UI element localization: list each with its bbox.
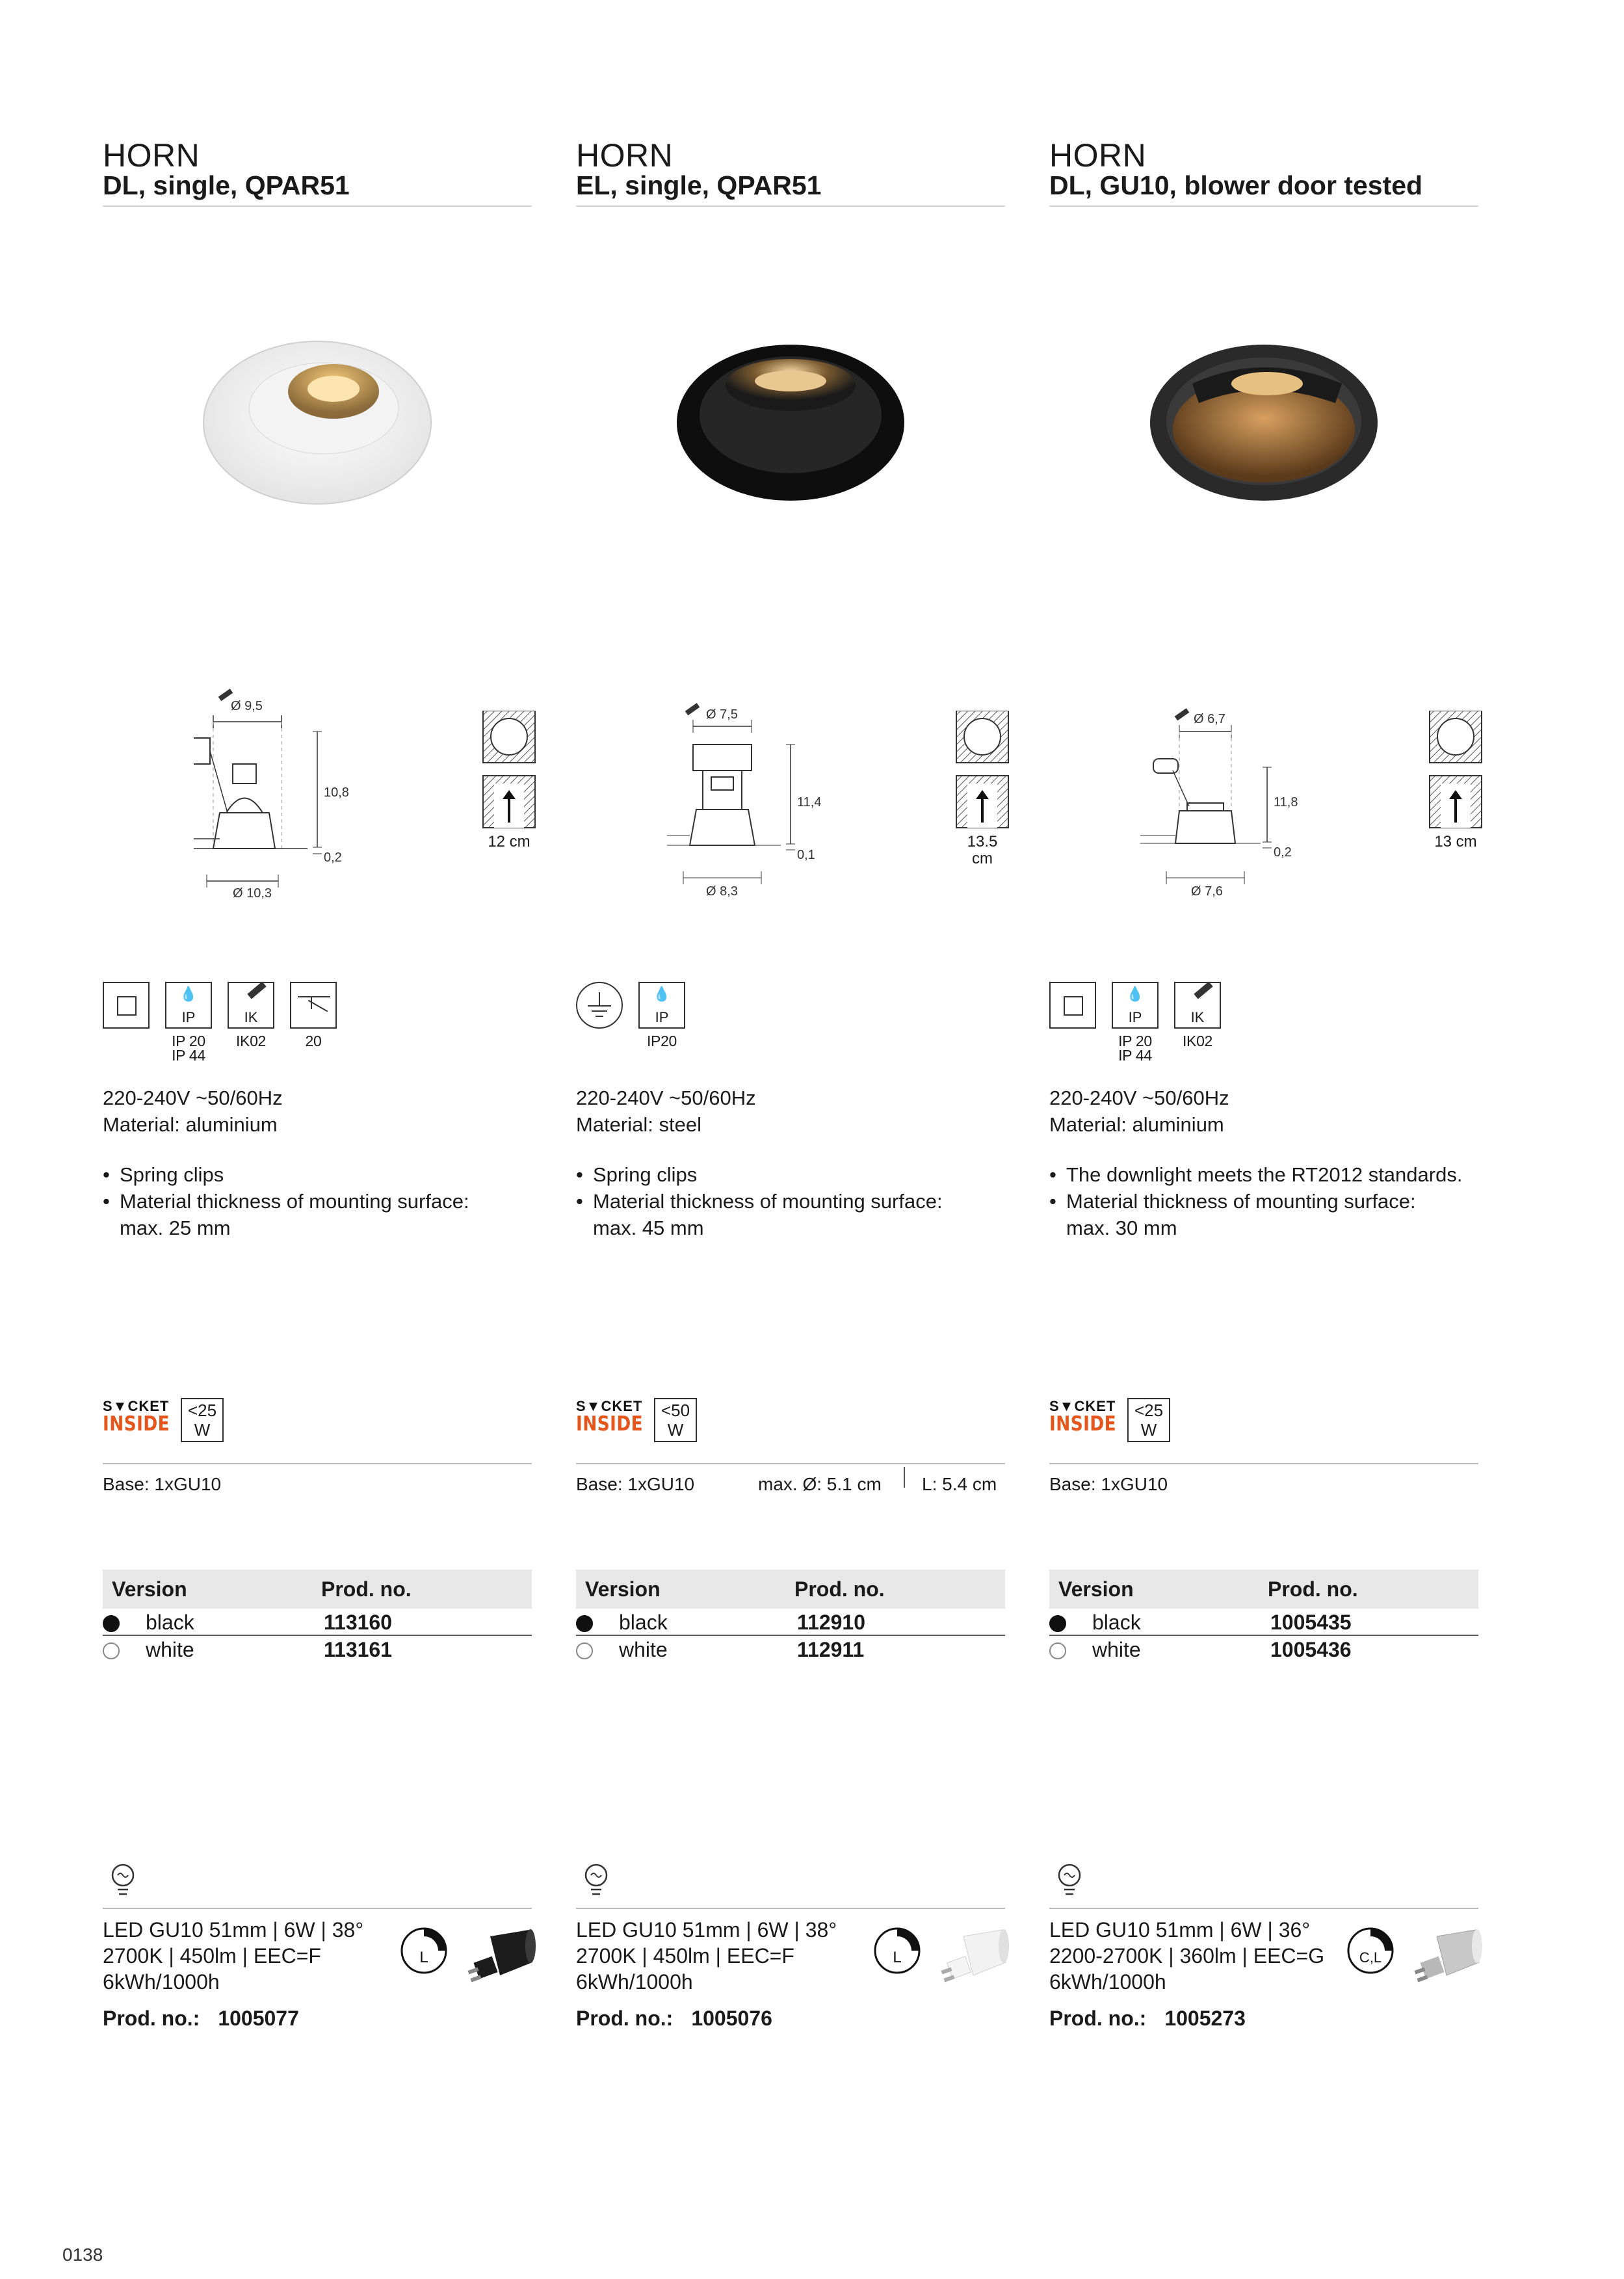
prod-no-header: Prod. no. [1268,1577,1358,1601]
table-row [576,1636,1005,1663]
prod-no: 113160 [324,1611,393,1634]
version-table [103,1570,532,1663]
max-diameter: max. Ø: 5.1 cm [758,1474,882,1494]
gu10-bulb-photo [937,1923,1009,1988]
version-name: white [146,1638,194,1661]
version-table-header [1049,1570,1478,1609]
base-divider [576,1463,1005,1464]
title-divider [576,205,1005,207]
base-divider [103,1463,532,1464]
gu10-bulb-photo [1411,1923,1482,1988]
page-number: 0138 [62,2245,103,2265]
wattage-unit: W [667,1420,684,1440]
base-divider [1049,1463,1478,1464]
dim-height: 10,8 [324,785,349,800]
material-spec: Material: aluminium [103,1113,278,1136]
product-subtitle: EL, single, QPAR51 [576,170,822,200]
inside-label: INSIDE [576,1412,644,1436]
feature-item-continuation: max. 30 mm [1066,1217,1177,1239]
prod-no: 1005435 [1270,1611,1352,1634]
gu10-bulb-photo [464,1923,536,1988]
prod-no: 112911 [797,1638,865,1661]
lamp-prod-no [103,2005,299,2031]
lamp-spec-line: 6kWh/1000h [1049,1970,1166,1994]
electrical-specs [576,1085,756,1138]
version-name: black [619,1611,668,1634]
version-name: black [1092,1611,1141,1634]
dim-diameter-bottom: Ø 8,3 [706,884,738,899]
table-row [103,1609,532,1636]
beam-angle-icon [290,982,337,1029]
cutout-size: 13.5 cm [967,833,998,867]
dimmable-icon [1346,1926,1395,1975]
certification-icons [576,982,1005,1066]
feature-item: • The downlight meets the RT2012 standards. [1049,1161,1491,1188]
feature-item-continuation: max. 45 mm [593,1217,704,1239]
ik-rating-label: IK02 [1182,1033,1213,1049]
color-swatch [576,1615,593,1632]
feature-item-continuation: max. 25 mm [120,1217,231,1239]
color-swatch [103,1642,120,1659]
dim-diameter-top: Ø 7,5 [706,707,738,722]
max-wattage-box [654,1398,697,1442]
version-table [1049,1570,1478,1663]
prod-no: 1005436 [1270,1638,1352,1661]
version-name: white [619,1638,668,1661]
dim-diameter-bottom: Ø 7,6 [1191,884,1223,899]
feature-item: • Material thickness of mounting surface: [1049,1188,1491,1215]
product-subtitle: DL, GU10, blower door tested [1049,170,1423,200]
max-wattage: <25 [1134,1401,1164,1420]
socket-inside-badge [103,1398,233,1445]
version-name: white [1092,1638,1141,1661]
ik-rating-icon: IK [228,982,274,1029]
feature-list [576,1161,1018,1241]
pencil-icon [1175,708,1190,720]
class-ii-icon [1049,982,1096,1029]
lamp-base: Base: 1xGU10 [103,1474,222,1494]
socket-label: S▼CKET [576,1398,643,1414]
dim-diameter-top: Ø 6,7 [1194,712,1225,726]
electrical-specs [1049,1085,1229,1138]
dimmer-type: L [893,1949,902,1966]
prod-no: 113161 [324,1638,393,1661]
inside-label: INSIDE [1049,1412,1117,1436]
version-name: black [146,1611,194,1634]
product-title: HORN [1049,137,1147,174]
product-column-1 [103,0,532,2146]
dim-diameter-top: Ø 9,5 [231,699,263,713]
inside-label: INSIDE [103,1412,170,1436]
dimmer-type: L [419,1949,428,1966]
certification-icons [103,982,532,1066]
earth-icon [576,982,623,1029]
material-spec: Material: aluminium [1049,1113,1224,1136]
ik-rating-label: IK02 [235,1033,267,1049]
spec-separator [904,1467,905,1488]
white-recessed-downlight-photo [200,338,434,507]
max-wattage-box [181,1398,224,1442]
lamp-prod-no [576,2005,772,2031]
voltage-spec: 220-240V ~50/60Hz [1049,1087,1229,1109]
voltage-spec: 220-240V ~50/60Hz [576,1087,756,1109]
product-column-2 [576,0,1005,2146]
dim-offset: 0,2 [324,850,342,865]
ceiling-cutout-icon [1426,711,1485,880]
lamp-prod-label: Prod. no.: [103,2007,200,2030]
ip-rating-icon: 💧 IP [165,982,212,1029]
ik-rating-icon: IK [1174,982,1221,1029]
color-swatch [1049,1615,1066,1632]
product-column-3 [1049,0,1478,2146]
dark-downlight-gold-reflector-photo [1147,338,1381,507]
lamp-spec-line: LED GU10 51mm | 6W | 38° [103,1918,364,1942]
feature-list [1049,1161,1491,1241]
version-table-header [103,1570,532,1609]
prod-no: 112910 [797,1611,866,1634]
lamp-base: Base: 1xGU10 [1049,1474,1168,1494]
max-length: L: 5.4 cm [922,1474,997,1494]
max-wattage: <50 [661,1401,690,1420]
lightbulb-icon [107,1861,139,1900]
socket-label: S▼CKET [103,1398,170,1414]
dimension-drawing [1140,679,1335,914]
product-subtitle: DL, single, QPAR51 [103,170,350,200]
certification-icons [1049,982,1478,1066]
lightbulb-icon [580,1861,612,1900]
lamp-spec-line: 2200-2700K | 360lm | EEC=G [1049,1944,1325,1968]
socket-inside-badge [1049,1398,1179,1445]
wattage-unit: W [194,1420,211,1440]
lamp-prod-label: Prod. no.: [576,2007,674,2030]
feature-list [103,1161,545,1241]
version-table-header [576,1570,1005,1609]
version-header: Version [585,1577,661,1601]
beam-angle-label: 20 [305,1033,322,1049]
material-spec: Material: steel [576,1113,701,1136]
dimmable-icon [399,1926,449,1975]
table-row [1049,1609,1478,1636]
feature-item: • Spring clips [576,1161,1018,1188]
ip-rating-label: IP 20 IP 44 [172,1033,205,1064]
dim-height: 11,8 [1274,795,1298,810]
lamp-divider [576,1908,1005,1909]
recommended-lamp [576,1917,882,1995]
dimension-drawing [194,679,389,914]
prod-no-header: Prod. no. [794,1577,885,1601]
lamp-prod-value: 1005273 [1164,2007,1246,2030]
dim-offset: 0,1 [797,848,815,862]
lamp-spec-line: 2700K | 450lm | EEC=F [103,1944,321,1968]
color-swatch [576,1642,593,1659]
pencil-icon [685,703,700,715]
lamp-prod-no [1049,2005,1246,2031]
cutout-size: 12 cm [488,833,530,850]
color-swatch [103,1615,120,1632]
dim-offset: 0,2 [1274,845,1292,860]
dim-height: 11,4 [797,795,822,810]
lamp-divider [1049,1908,1478,1909]
title-divider [1049,205,1478,207]
product-title: HORN [576,137,674,174]
table-row [576,1609,1005,1636]
ip-rating-icon: 💧 IP [638,982,685,1029]
feature-item: • Material thickness of mounting surface: [576,1188,1018,1215]
electrical-specs [103,1085,283,1138]
dim-diameter-bottom: Ø 10,3 [233,886,272,901]
dimmable-icon [872,1926,922,1975]
dimension-drawing [667,679,862,914]
socket-inside-badge [576,1398,706,1445]
recommended-lamp [1049,1917,1355,1995]
lamp-spec-line: 6kWh/1000h [576,1970,693,1994]
voltage-spec: 220-240V ~50/60Hz [103,1087,283,1109]
ip-rating-label: IP 20 IP 44 [1118,1033,1152,1064]
table-row [1049,1636,1478,1663]
version-header: Version [112,1577,187,1601]
lamp-prod-value: 1005076 [691,2007,772,2030]
max-wattage-box [1127,1398,1170,1442]
feature-item: • Material thickness of mounting surface: [103,1188,545,1215]
table-row [103,1636,532,1663]
product-title: HORN [103,137,200,174]
cutout-size: 13 cm [1434,833,1477,850]
feature-item: • Spring clips [103,1161,545,1188]
lamp-spec-line: 2700K | 450lm | EEC=F [576,1944,794,1968]
lamp-divider [103,1908,532,1909]
color-swatch [1049,1642,1066,1659]
ip-rating-icon: 💧 IP [1112,982,1159,1029]
socket-label: S▼CKET [1049,1398,1116,1414]
lamp-spec-line: LED GU10 51mm | 6W | 36° [1049,1918,1311,1942]
lamp-prod-label: Prod. no.: [1049,2007,1147,2030]
version-table [576,1570,1005,1663]
recommended-lamp [103,1917,408,1995]
max-wattage: <25 [187,1401,217,1420]
dimmer-type: C,L [1359,1949,1382,1966]
lamp-spec-line: LED GU10 51mm | 6W | 38° [576,1918,837,1942]
black-recessed-downlight-photo [674,338,908,507]
prod-no-header: Prod. no. [321,1577,412,1601]
version-header: Version [1058,1577,1134,1601]
title-divider [103,205,532,207]
lamp-spec-line: 6kWh/1000h [103,1970,220,1994]
ip-rating-label: IP20 [646,1033,677,1049]
lamp-base: Base: 1xGU10 [576,1474,695,1494]
class-ii-icon [103,982,150,1029]
ceiling-cutout-icon [480,711,538,880]
lamp-prod-value: 1005077 [218,2007,299,2030]
lightbulb-icon [1053,1861,1086,1900]
wattage-unit: W [1140,1420,1157,1440]
